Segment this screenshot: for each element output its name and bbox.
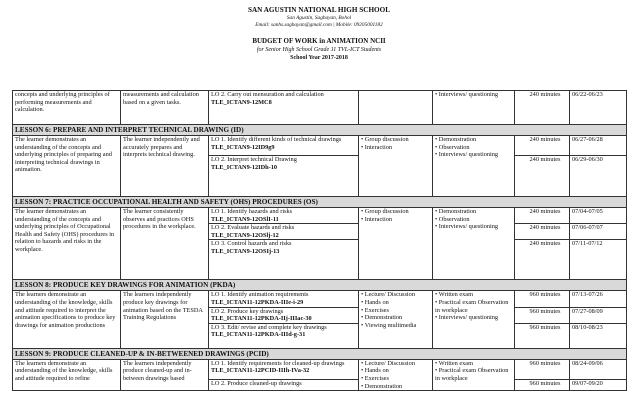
assessment-item: • Observation xyxy=(435,216,512,224)
learning-competency xyxy=(209,323,359,348)
lesson-9-header xyxy=(13,348,627,359)
lo-code: TLE_ICTAN9-12MC8 xyxy=(211,98,272,106)
document-header xyxy=(0,6,638,62)
lo-code: TLE_ICTAN9-12ID9g9 xyxy=(211,143,275,151)
method-item: • Exercises xyxy=(361,375,430,383)
time-allotment: 240 minutes xyxy=(515,224,570,240)
table-row xyxy=(13,359,627,379)
method-item: • Viewing multimedia xyxy=(361,322,430,330)
time-allotment: 240 minutes xyxy=(515,240,570,280)
performance-standard: The learner independently and accurately prepares and interprets technical drawing. xyxy=(121,136,209,197)
lesson-title: LESSON 7: PRACTICE OCCUPATIONAL HEALTH AND SAFETY (OHS) PROCEDURES (OS) xyxy=(13,197,627,208)
method-item: • Demonstration xyxy=(361,314,430,322)
school-address: San Agustin, Sagbayan, Bohol xyxy=(286,15,352,21)
time-allotment: 960 minutes xyxy=(515,359,570,379)
method-item: • Lecture/ Discussion xyxy=(361,360,430,368)
learning-competency xyxy=(209,307,359,323)
lo-code: TLE_ICTAN11-12PKDA-IIIe-i-29 xyxy=(211,298,304,306)
time-allotment: 960 minutes xyxy=(515,307,570,323)
lesson-7-header xyxy=(13,197,627,208)
teaching-method xyxy=(359,359,433,390)
learning-competency xyxy=(209,379,359,390)
table-row xyxy=(13,91,627,125)
teaching-method xyxy=(359,208,433,280)
assessment-item: • Interviews/ questioning xyxy=(435,314,512,322)
target-students: for Senior High School Grade 11 TVL-ICT Students xyxy=(256,47,382,53)
method-item: • Interaction xyxy=(361,216,430,224)
lesson-8-header xyxy=(13,280,627,291)
method-item: • Hands on xyxy=(361,299,430,307)
learning-competency xyxy=(209,136,359,156)
lo-text: LO 3. Control hazards and risks xyxy=(211,240,292,248)
date-range: 07/06-07/07 xyxy=(570,224,627,240)
date-range: 06/22-06/23 xyxy=(570,91,627,125)
time-allotment: 240 minutes xyxy=(515,136,570,156)
date-range: 07/13-07/26 xyxy=(570,291,627,307)
performance-standard: measurements and calculation based on a given tasks. xyxy=(121,91,209,125)
lo-text: LO 1. Identify different kinds of technical drawings xyxy=(211,136,342,143)
assessment-item: • Written exam xyxy=(435,360,512,368)
content-standard: The learners demonstrate an understanding of the knowledge, skills and attitude required to refine xyxy=(13,359,121,390)
date-range: 08/24-09/06 xyxy=(570,359,627,379)
performance-standard: The learners independently produce cleaned-up and in-between drawings based xyxy=(121,359,209,390)
lo-text: LO 1. Identify hazards and risks xyxy=(211,208,293,215)
assessment-item: • Written exam xyxy=(435,291,512,299)
method-item: • Exercises xyxy=(361,307,430,315)
learning-competency xyxy=(209,208,359,224)
time-allotment: 960 minutes xyxy=(515,291,570,307)
method-item: • Demonstration xyxy=(361,383,430,391)
learning-competency xyxy=(209,359,359,379)
lesson-6-header xyxy=(13,125,627,136)
budget-title: BUDGET OF WORK in ANIMATION NCII xyxy=(252,37,386,45)
lo-code: TLE_ICTAN9-12OSlj-12 xyxy=(211,231,279,239)
lesson-title: LESSON 9: PRODUCE CLEANED-UP & IN-BETWEENED DRAWINGS (PCID) xyxy=(13,348,627,359)
lo-text: LO 1. Identify animation requirements xyxy=(211,291,309,299)
school-contact: Email: sanhs.sagbayan@gmail.com | Mobile: 09205001182 xyxy=(255,22,383,28)
lo-text: LO 2. Produce cleaned-up drawings xyxy=(211,379,302,387)
assessment xyxy=(433,136,515,197)
budget-of-work-table xyxy=(12,90,627,391)
assessment-item: • Interviews/ questioning xyxy=(435,151,512,159)
lo-code: TLE_ICTAN9-12IDh-10 xyxy=(211,163,278,171)
assessment xyxy=(433,208,515,280)
date-range: 09/07-09/20 xyxy=(570,379,627,390)
time-allotment: 960 minutes xyxy=(515,379,570,390)
time-allotment: 960 minutes xyxy=(515,323,570,348)
teaching-method xyxy=(359,291,433,348)
table-row xyxy=(13,208,627,224)
assessment-item: • Practical exam Observation in workplace xyxy=(435,299,512,314)
performance-standard: The learner consistently observes and practices OHS procedures in the workplace. xyxy=(121,208,209,280)
lo-text: LO 1. Identify requirements for cleaned-up drawings xyxy=(211,359,345,367)
teaching-method xyxy=(359,91,433,125)
assessment xyxy=(433,91,515,125)
time-allotment: 240 minutes xyxy=(515,208,570,224)
date-range: 06/29-06/30 xyxy=(570,156,627,197)
table-row xyxy=(13,136,627,156)
method-item: • Group discussion xyxy=(361,208,430,216)
lo-code: TLE_ICTAN11-12PKDA-IIId-g-31 xyxy=(211,331,306,339)
lo-text: LO 2. Interpret technical Drawing xyxy=(211,156,297,163)
learning-competency xyxy=(209,224,359,240)
lo-text: LO 2. Produce key drawings xyxy=(211,307,284,315)
content-standard: The learners demonstrate an understanding of the knowledge, skills and attitude required to interpret the animation specifications to produce key drawings for animation productions xyxy=(13,291,121,348)
lo-code: TLE_ICTAN9-12OSlI-11 xyxy=(211,215,279,223)
method-item: • Interaction xyxy=(361,144,430,152)
content-standard: The learner demonstrates an understanding of the concepts and underlying principles of Occupational Health and Safety (OHS) procedures in relation to hazards and risks in the workplace. xyxy=(13,208,121,280)
time-allotment: 240 minutes xyxy=(515,156,570,197)
school-name: SAN AGUSTIN NATIONAL HIGH SCHOOL xyxy=(247,6,391,14)
method-item: • Lecture/ Discussion xyxy=(361,291,430,299)
lesson-title: LESSON 8: PRODUCE KEY DRAWINGS FOR ANIMATION (PKDA) xyxy=(13,280,627,291)
lo-code: TLE_ICTAN11-12PCID-IIIh-IVa-32 xyxy=(211,367,310,375)
content-standard: The learner demonstrates an understanding of the concepts and underlying principles of preparing and interpreting technical drawings in animation. xyxy=(13,136,121,197)
content-standard: concepts and underlying principles of performing measurements and calculation. xyxy=(13,91,121,125)
assessment xyxy=(433,359,515,390)
learning-competency xyxy=(209,156,359,197)
assessment-item: • Practical exam Observation in workplace xyxy=(435,367,512,382)
lo-text: LO 2. Evaluate hazards and risks xyxy=(211,224,295,232)
method-item: • Group discussion xyxy=(361,136,430,144)
learning-competency xyxy=(209,291,359,307)
performance-standard: The learners independently produce key drawings for animation based on the TESDA Training Regulations xyxy=(121,291,209,348)
date-range: 08/10-08/23 xyxy=(570,323,627,348)
table-row xyxy=(13,291,627,307)
assessment xyxy=(433,291,515,348)
assessment-item: • Observation xyxy=(435,144,512,152)
teaching-method xyxy=(359,136,433,197)
lesson-title: LESSON 6: PREPARE AND INTERPRET TECHNICAL DRAWING (ID) xyxy=(13,125,627,136)
learning-competency xyxy=(209,240,359,280)
assessment-item: • Demonstration xyxy=(435,136,512,144)
lo-code: TLE_ICTAN11-12PKDA-IIj-IIIac-30 xyxy=(211,315,312,323)
method-item: • Hands on xyxy=(361,367,430,375)
date-range: 07/11-07/12 xyxy=(570,240,627,280)
lo-code: TLE_ICTAN9-12OSIj-13 xyxy=(211,247,280,255)
learning-competency xyxy=(209,91,359,125)
date-range: 06/27-06/28 xyxy=(570,136,627,156)
assessment-item: • Demonstration xyxy=(435,208,512,216)
school-year: School Year 2017-2018 xyxy=(290,55,348,61)
time-allotment: 240 minutes xyxy=(515,91,570,125)
lo-text: LO 2. Carry out mensuration and calculation xyxy=(211,91,324,98)
date-range: 07/27-08/09 xyxy=(570,307,627,323)
assessment-item: • Interviews/ questioning xyxy=(435,91,512,99)
assessment-item: • Interviews/ questioning xyxy=(435,223,512,231)
date-range: 07/04-07/05 xyxy=(570,208,627,224)
lo-text: LO 3. Edit/ revise and complete key drawings xyxy=(211,323,327,331)
